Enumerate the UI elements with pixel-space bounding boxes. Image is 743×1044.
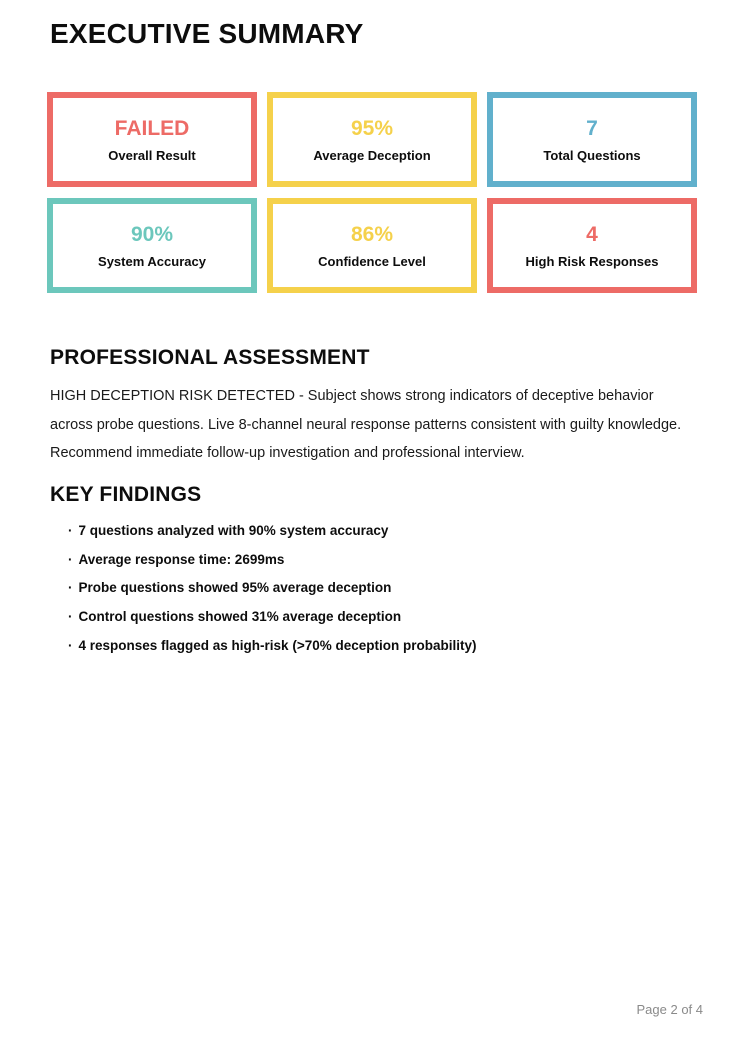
- bullet-icon: ·: [68, 551, 73, 567]
- bullet-icon: ·: [68, 637, 73, 653]
- stat-label: System Accuracy: [98, 253, 206, 269]
- stat-card-system-accuracy: [47, 198, 257, 293]
- assessment-paragraph: HIGH DECEPTION RISK DETECTED - Subject shows strong indicators of deceptive behavior across probe questions. Live 8-channel neural response patterns consistent with guilty knowledge. Recommend immediate follow-up investigation and professional interview.: [50, 388, 682, 462]
- finding-text: Average response time: 2699ms: [78, 551, 285, 567]
- list-item: [68, 638, 476, 654]
- page-number: Page 2 of 4: [636, 1002, 703, 1017]
- stat-label: Confidence Level: [318, 253, 426, 269]
- bullet-icon: ·: [68, 580, 73, 596]
- stat-card-confidence-level: [267, 198, 477, 293]
- stat-card-total-questions: [487, 92, 697, 187]
- list-item: [68, 552, 476, 568]
- stat-label: Total Questions: [543, 147, 641, 163]
- stat-value: 95%: [350, 116, 394, 140]
- finding-text: 7 questions analyzed with 90% system accuracy: [78, 523, 389, 538]
- assessment-heading: PROFESSIONAL ASSESSMENT: [50, 346, 370, 369]
- page-title: EXECUTIVE SUMMARY: [50, 18, 364, 49]
- key-findings-list: [68, 523, 476, 666]
- stat-card-high-risk-responses: [487, 198, 697, 293]
- stat-card-overall-result: [47, 92, 257, 187]
- stat-label: High Risk Responses: [525, 253, 659, 269]
- stat-cards-grid: [47, 92, 697, 293]
- stat-value: 7: [586, 116, 598, 140]
- stat-value: 90%: [130, 222, 174, 246]
- finding-text: 4 responses flagged as high-risk (>70% deception probability): [78, 637, 477, 653]
- bullet-icon: ·: [68, 523, 73, 538]
- stat-label: Average Deception: [313, 147, 431, 163]
- list-item: [68, 609, 476, 625]
- stat-card-average-deception: [267, 92, 477, 187]
- stat-value: 86%: [350, 222, 394, 246]
- stat-value: FAILED: [114, 116, 190, 140]
- list-item: [68, 580, 476, 596]
- bullet-icon: ·: [68, 609, 73, 625]
- finding-text: Probe questions showed 95% average deception: [78, 580, 392, 596]
- list-item: [68, 523, 476, 539]
- stat-label: Overall Result: [108, 147, 196, 163]
- stat-value: 4: [586, 222, 598, 246]
- key-findings-heading: KEY FINDINGS: [50, 483, 202, 506]
- finding-text: Control questions showed 31% average deception: [78, 609, 402, 625]
